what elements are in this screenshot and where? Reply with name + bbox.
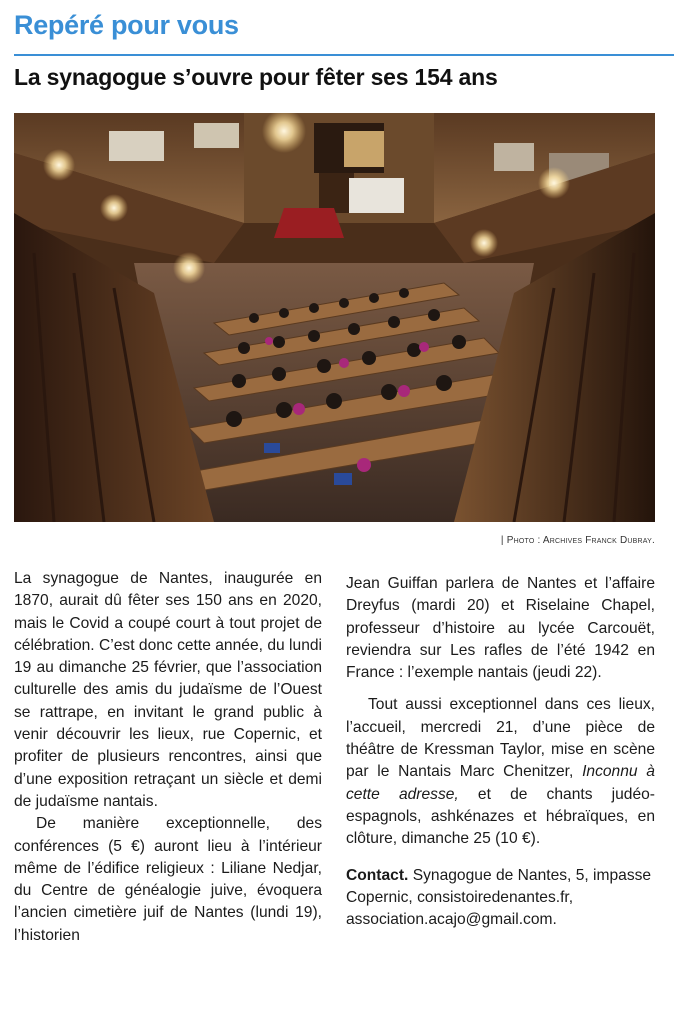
contact-label: Contact. [346, 866, 409, 884]
synagogue-interior-illustration [14, 113, 655, 522]
theatre-text-start: Tout aussi exceptionnel dans ces lieux, l’accueil, mercredi 21, d’une pièce de théâtre de Kressman Taylor, mise en scène par le Nantais Marc Chenitzer, [346, 696, 655, 781]
theatre-text-end: et de chants judéo-espagnols, ashkénazes et hébraïques, en clôture, dimanche 25 (10 €). [346, 785, 655, 848]
rubric-divider [14, 54, 674, 56]
article-column-2 [346, 573, 655, 931]
article-headline: La synagogue s’ouvre pour fêter ses 154 ans [14, 64, 498, 90]
photo-credit: | Photo : Archives Franck Dubray. [500, 535, 655, 546]
play-title: Inconnu à cette adresse, [346, 763, 655, 803]
article-column-1 [14, 568, 322, 947]
section-rubric: Repéré pour vous [14, 10, 239, 40]
synagogue-photo [14, 113, 655, 522]
paragraph-intro: La synagogue de Nantes, inaugurée en 1870, aurait dû fêter ses 150 ans en 2020, mais le Covid a coupé court à tout projet de célébration. C’est donc cette année, du lundi 19 au dimanche 25 février, que l’association culturelle des amis du judaïsme de l’Ouest se rattrape, en invitant le grand public à venir découvrir les lieux, rue Copernic, et profiter de plusieurs rencontres, ainsi que d’une exposition retraçant un siècle et demi de judaïsme nantais. [14, 570, 322, 810]
paragraph-conferences-part1: De manière exceptionnelle, des conférences (5 €) auront lieu à l’intérieur même de l’édifice religieux : Liliane Nedjar, du Centre de généalogie juive, évoquera l’ancien cimetière juif de Nantes (lundi 19), l’historien [14, 815, 322, 944]
paragraph-conferences-part2: Jean Guiffan parlera de Nantes et l’affaire Dreyfus (mardi 20) et Riselaine Chapel, professeur d’histoire au lycée Carcouët, reviendra sur Les rafles de l’été 1942 en France : l’exemple nantais (jeudi 22). [346, 575, 655, 682]
contact-details: Synagogue de Nantes, 5, impasse Copernic, consistoiredenantes.fr, association.acajo@gmail.com. [346, 866, 652, 929]
paragraph-theatre [346, 694, 655, 850]
contact-block [346, 865, 655, 932]
